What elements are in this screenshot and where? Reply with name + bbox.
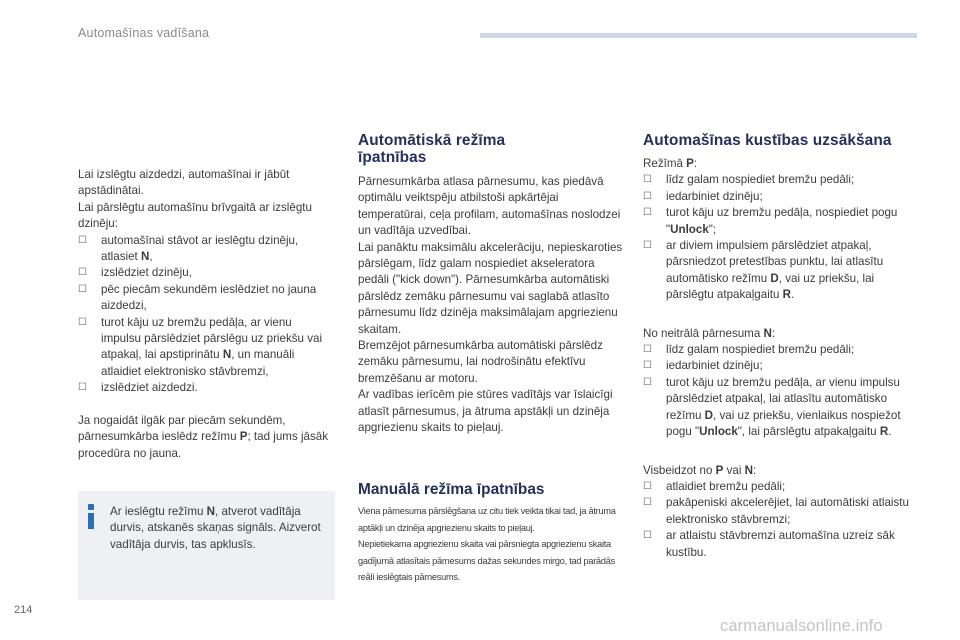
paragraph: Ja nogaidāt ilgāk par piecām sekundēm, pārnesumkārba ieslēdz režīmu P; tad jums jāsāk procedūra no jauna. — [78, 413, 329, 460]
list-item: ☐ automašīnai stāvot ar ieslēgtu dzinēju, atlasiet N, — [78, 233, 299, 264]
step-list — [643, 172, 913, 303]
list-item: ☐ pakāpeniski akcelerējiet, lai automātiski atlaistu elektronisko stāvbremzi; — [643, 496, 909, 526]
section-title-manual: Manuālā režīma īpatnības — [358, 481, 545, 498]
bullet-icon: ☐ — [643, 240, 652, 252]
bullet-icon: ☐ — [643, 207, 652, 219]
list-item: ☐ turot kāju uz bremžu pedāļa, ar vienu impulsu pārslēdziet atpakaļ, lai atlasītu automātisko režīmu D, vai uz priekšu, vienlaikus nospiežot pogu "Unlock", lai pārslēgtu atpakaļgaitu R. — [643, 375, 901, 439]
info-note-box — [78, 491, 335, 600]
section-title: Automašīnas kustības uzsākšana — [643, 132, 892, 149]
paragraph: Pārnesumkārba atlasa pārnesumu, kas piedāvā optimālu veiktspēju atbilstoši apkārtējai temperatūrai, ceļa profilam, automašīnas noslodzei un vadītāja uzvedībai. Lai panāktu maksimālu akcelerāciju, nepieskaroties pārslēgam, līdz galam nospiediet akseleratora pedāli ("kick down"). Pārnesumkārba automātiski pārslēdz zemāku pārnesumu vai saglabā atlasīto pārnesumu līdz dzinēja maksimālajam apgriezienu skaitam. Bremzējot pārnesumkārba automātiski pārslēdz zemāku pārnesumu, lai nodrošinātu efektīvu bremzēšanu ar motoru. Ar vadības ierīcēm pie stūres vadītājs var īslaicīgi atlasīt pārnesumus, ja ātruma apstākļi un dzinēja apgriezienu skaits to pieļauj. — [358, 175, 623, 435]
paragraph: Visbeidzot no P vai N: — [643, 463, 757, 477]
bullet-icon: ☐ — [643, 480, 652, 492]
list-item: ☐ līdz galam nospiediet bremžu pedāli; — [643, 172, 913, 188]
list-item: ☐ pēc piecām sekundēm ieslēdziet no jauna aizdedzi, — [78, 282, 317, 313]
manual-mode-text: Viena pārnesuma pārslēgšana uz citu tiek veikta tikai tad, ja ātruma aptākļi un dzinēja apgriezienu skaits to pieļauj. Nepietiekama apgriezienu skaita vai pārsniegta apgriezienu skaita gadījumā atlasītais pārnesums dažas sekundes mirgo, tad parādās reāli ieslēgtais pārnesums. — [358, 506, 616, 583]
bullet-icon: ☐ — [643, 530, 652, 542]
bullet-icon: ☐ — [643, 497, 652, 509]
column-automatic-mode — [358, 132, 628, 437]
list-item: ☐ turot kāju uz bremžu pedāļa, ar vienu impulsu pārslēdziet pārslēgu uz priekšu vai atpakaļ, lai apstiprinātu N, un manuāli atlaidiet elektronisko stāvbremzi, — [78, 315, 323, 378]
list-item: ☐ atlaidiet bremžu pedāli; — [643, 479, 913, 495]
paragraph: Lai izslēgtu aizdedzi, automašīnai ir jābūt apstādinātai. — [78, 168, 290, 198]
paragraph: No neitrālā pārnesuma N: — [643, 326, 776, 340]
step-list — [643, 342, 913, 440]
info-note-text: Ar ieslēgtu režīmu N, atverot vadītāja durvis, atskanēs skaņas signāls. Aizverot vadītāja durvis, tas apklusīs. — [110, 505, 321, 551]
bullet-icon: ☐ — [78, 283, 87, 295]
list-item: ☐ izslēdziet aizdedzi. — [78, 380, 333, 396]
list-item: ☐ turot kāju uz bremžu pedāļa, nospiediet pogu "Unlock"; — [643, 206, 898, 236]
bullet-icon: ☐ — [643, 174, 652, 186]
bullet-icon: ☐ — [78, 316, 87, 328]
header-accent-bar — [480, 33, 917, 38]
bullet-icon: ☐ — [78, 267, 87, 279]
bullet-icon: ☐ — [78, 234, 87, 246]
info-icon — [86, 504, 96, 528]
page-number: 214 — [14, 604, 33, 616]
list-item: ☐ izslēdziet dzinēju, — [78, 265, 333, 281]
bullet-icon: ☐ — [78, 382, 87, 394]
step-list — [643, 479, 913, 561]
bullet-icon: ☐ — [643, 376, 652, 388]
paragraph: Lai pārslēgtu automašīnu brīvgaitā ar izslēgtu dzinēju: — [78, 200, 312, 231]
watermark: carmanualsonline.info — [720, 617, 883, 635]
list-item: ☐ ar diviem impulsiem pārslēdziet atpakaļ, pārsniedzot pretestības punktu, lai atlasītu automātisko režīmu D, vai uz priekšu, lai pārslēgtu atpakaļgaitu R. — [643, 239, 884, 302]
list-item: ☐ iedarbiniet dzinēju; — [643, 189, 913, 205]
list-item: ☐ līdz galam nospiediet bremžu pedāli; — [643, 342, 913, 358]
list-item: ☐ iedarbiniet dzinēju; — [643, 358, 913, 374]
section-title: Automātiskā režīma īpatnības — [358, 132, 506, 166]
paragraph: Režīmā P: — [643, 157, 698, 170]
column-starting-off — [643, 132, 913, 561]
step-list — [78, 233, 333, 397]
bullet-icon: ☐ — [643, 344, 652, 356]
column-switch-off — [78, 167, 333, 462]
bullet-icon: ☐ — [643, 360, 652, 372]
page-header-title: Automašīnas vadīšana — [78, 26, 210, 40]
list-item: ☐ ar atlaistu stāvbremzi automašīna uzreiz sāk kustību. — [643, 529, 895, 559]
bullet-icon: ☐ — [643, 190, 652, 202]
